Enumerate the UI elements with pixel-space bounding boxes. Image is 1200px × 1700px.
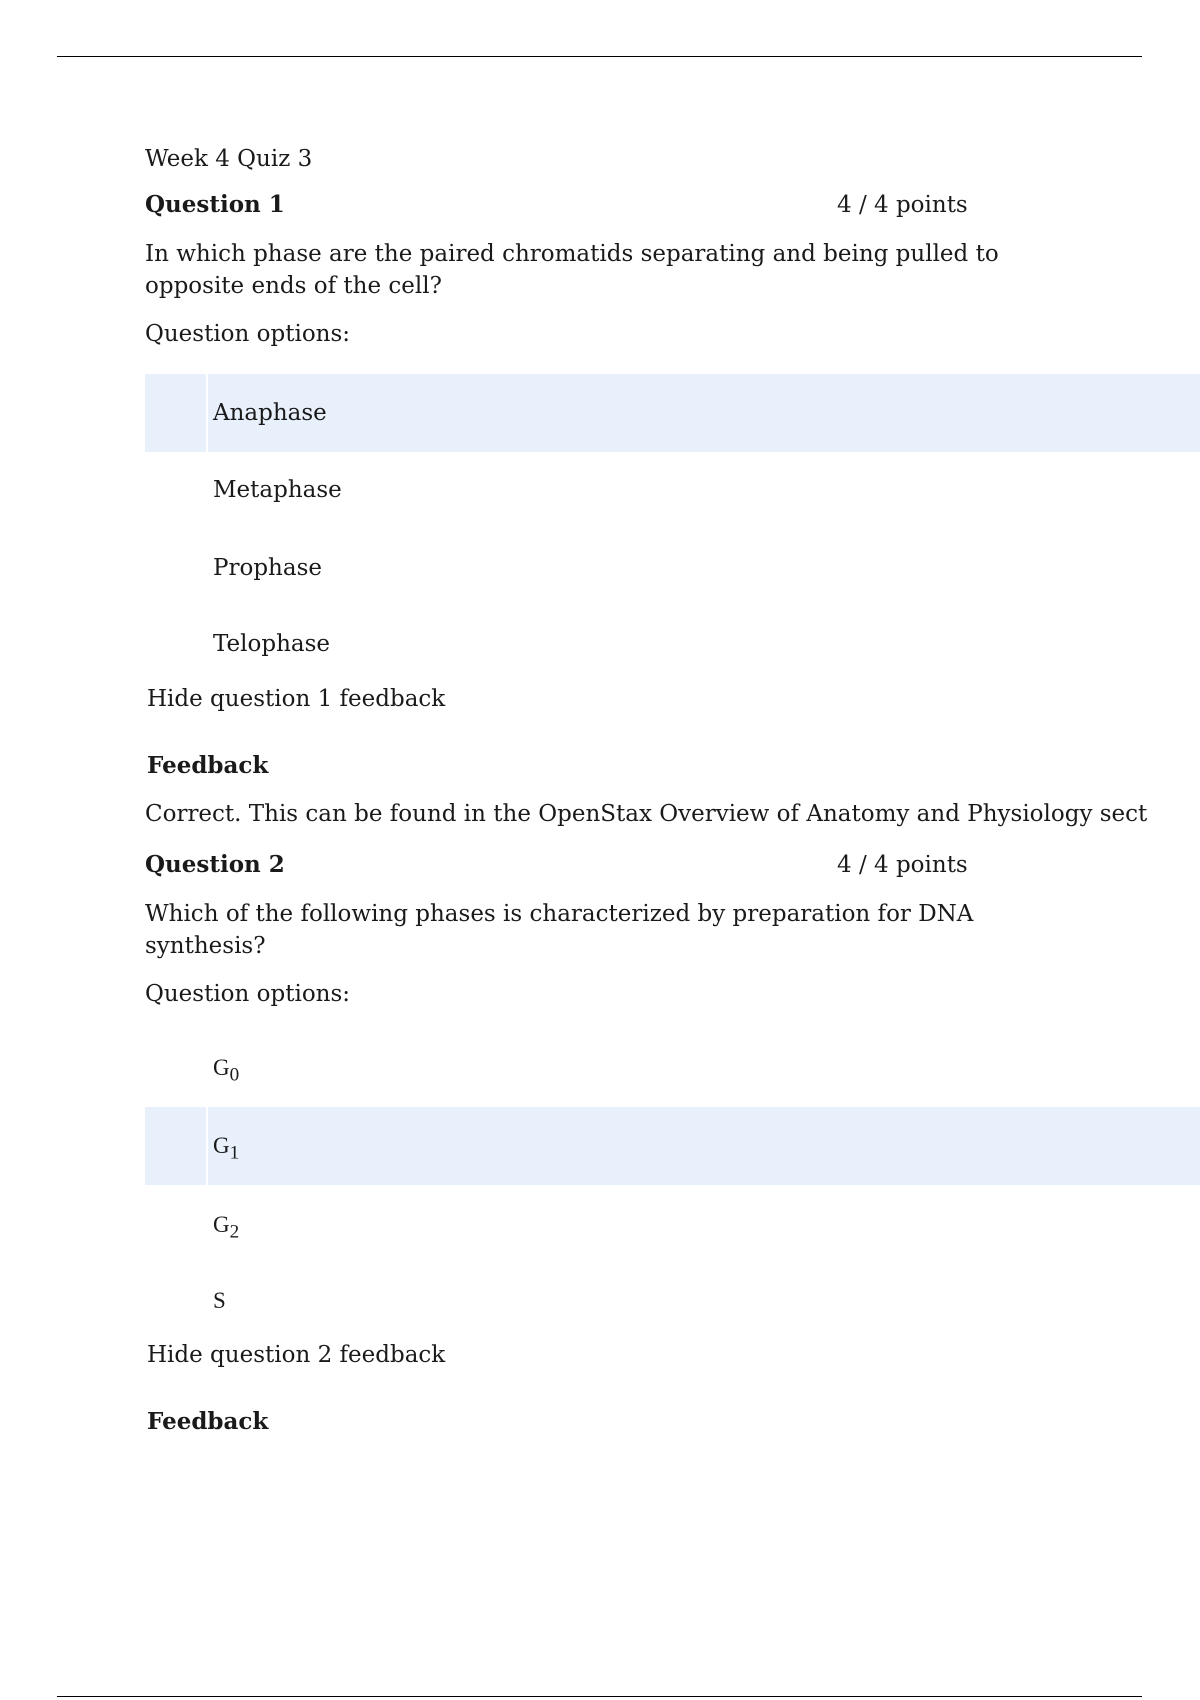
option-label: Metaphase bbox=[213, 477, 342, 503]
question-1-label: Question 1 bbox=[145, 191, 285, 218]
question-1-feedback-heading: Feedback bbox=[147, 752, 269, 779]
question-2-option-g2[interactable] bbox=[145, 1186, 1200, 1264]
option-gutter bbox=[206, 451, 208, 529]
hide-question-1-feedback-link[interactable]: Hide question 1 feedback bbox=[147, 686, 446, 712]
question-2-option-g0[interactable] bbox=[145, 1029, 1200, 1107]
option-label bbox=[213, 1052, 239, 1092]
question-2-feedback-heading: Feedback bbox=[147, 1408, 269, 1435]
option-subscript: 2 bbox=[229, 1221, 240, 1243]
question-1-option-telophase[interactable] bbox=[145, 605, 1200, 683]
option-gutter bbox=[206, 1262, 208, 1340]
option-gutter bbox=[206, 529, 208, 607]
option-base: G bbox=[213, 1055, 230, 1080]
option-label bbox=[213, 1285, 226, 1325]
question-2-text: Which of the following phases is characterized by preparation for DNA synthesis? bbox=[145, 901, 974, 959]
option-gutter bbox=[206, 1186, 208, 1264]
question-2-option-g1[interactable] bbox=[145, 1107, 1200, 1185]
quiz-content bbox=[145, 0, 1200, 1700]
question-1-points: 4 / 4 points bbox=[837, 192, 968, 218]
option-base: S bbox=[213, 1288, 226, 1313]
question-1-options-label: Question options: bbox=[145, 321, 351, 347]
option-label: Anaphase bbox=[213, 400, 327, 426]
question-2-label: Question 2 bbox=[145, 851, 285, 878]
question-1-option-prophase[interactable] bbox=[145, 529, 1200, 607]
option-subscript: 1 bbox=[229, 1142, 240, 1164]
option-gutter bbox=[206, 1029, 208, 1107]
quiz-title: Week 4 Quiz 3 bbox=[145, 146, 313, 172]
option-subscript: 0 bbox=[229, 1064, 240, 1086]
option-label: Telophase bbox=[213, 631, 331, 657]
option-label: Prophase bbox=[213, 555, 322, 581]
option-base: G bbox=[213, 1133, 230, 1158]
option-gutter bbox=[206, 374, 208, 452]
bottom-rule bbox=[57, 1696, 1142, 1697]
option-gutter bbox=[206, 605, 208, 683]
option-gutter bbox=[206, 1107, 208, 1185]
question-1-option-anaphase[interactable] bbox=[145, 374, 1200, 452]
question-2-option-s[interactable] bbox=[145, 1262, 1200, 1340]
question-2-options-label: Question options: bbox=[145, 981, 351, 1007]
hide-question-2-feedback-link[interactable]: Hide question 2 feedback bbox=[147, 1342, 446, 1368]
option-label bbox=[213, 1209, 239, 1249]
option-base: G bbox=[213, 1212, 230, 1237]
question-1-feedback-text: Correct. This can be found in the OpenStax Overview of Anatomy and Physiology sect bbox=[145, 801, 1148, 827]
option-label bbox=[213, 1130, 239, 1170]
question-1-option-metaphase[interactable] bbox=[145, 451, 1200, 529]
question-2-points: 4 / 4 points bbox=[837, 852, 968, 878]
question-1-text: In which phase are the paired chromatids separating and being pulled to opposite ends of the cell? bbox=[145, 241, 999, 299]
